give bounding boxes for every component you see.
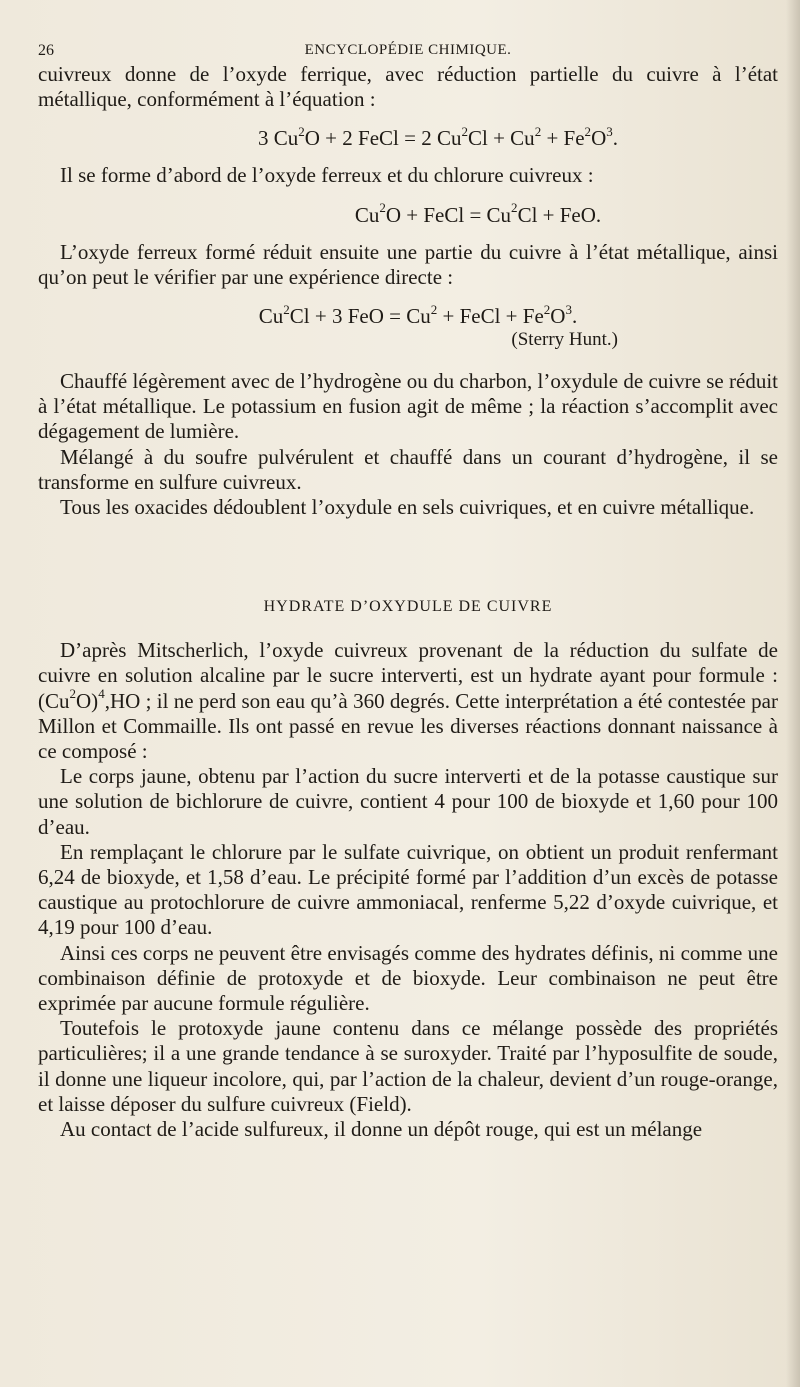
section-title: HYDRATE D’OXYDULE DE CUIVRE <box>263 598 553 616</box>
paragraph-mitscherlich: D’après Mitscherlich, l’oxyde cuivreux provenant de la réduction du sulfate de cuivre en solution alcaline par le sucre interverti, est un hydrate ayant pour formule : $(Cu^2O)^4,HO$ ; il ne perd son eau qu’à 360 degrés. Cette interprétation a été contestée par Millon et Commaille. Ils ont passé en revue les diverses réactions donnant naissance à ce composé : <box>38 638 778 764</box>
paragraph-conclusion: Ainsi ces corps ne peuvent être envisagés comme des hydrates définis, ni comme une combinaison définie de protoxyde et de bioxyde. Leur combinaison ne peut être exprimée par aucune formule régulière. <box>38 940 778 1016</box>
paragraph-heating: Chauffé légèrement avec de l’hydrogène ou du charbon, l’oxydule de cuivre se réduit à l’état métallique. Le potassium en fusion agit de même ; la réaction s’accomplit avec dégagement de lumière. <box>38 369 778 444</box>
paragraph-intro: cuivreux donne de l’oxyde ferrique, avec réduction partielle du cuivre à l’état métallique, conformément à l’équation : <box>38 62 778 112</box>
page-spine-shadow <box>786 0 800 1387</box>
page-number: 26 <box>38 42 54 59</box>
paragraph-sulfate: En remplaçant le chlorure par le sulfate cuivrique, on obtient un produit renfermant 6,24 de bioxyde, et 1,58 d’eau. Le précipité formé par l’addition d’un excès de potasse caustique au protochlorure de cuivre ammoniacal, renferme 5,22 d’oxyde cuivrique, et 4,19 pour 100 d’eau. <box>38 839 778 940</box>
paragraph-sulfur: Mélangé à du soufre pulvérulent et chauffé dans un courant d’hydrogène, il se transforme en sulfure cuivreux. <box>38 444 778 494</box>
equation-1: 3 $Cu^2O + 2$ FeCl = 2 $Cu^2Cl + Cu^2 + Fe^2O^3$. <box>257 124 618 151</box>
paragraph-sulfurous-acid: Au contact de l’acide sulfureux, il donne un dépôt rouge, qui est un mélange <box>60 1117 703 1142</box>
page-header <box>38 38 778 62</box>
paragraph-ferrous-oxide: Il se forme d’abord de l’oxyde ferreux et du chlorure cuivreux : <box>60 163 594 188</box>
running-head: ENCYCLOPÉDIE CHIMIQUE. <box>304 42 512 58</box>
equation-attribution: (Sterry Hunt.) <box>511 329 618 351</box>
paragraph-oxacids: Tous les oxacides dédoublent l’oxydule en sels cuivriques, et en cuivre métallique. <box>60 495 755 520</box>
equation-2: $Cu^2O$ + FeCl = $Cu^2Cl$ + FeO. <box>354 200 602 227</box>
paragraph-yellow-protoxide: Toutefois le protoxyde jaune contenu dans ce mélange possède des propriétés particulières; il a une grande tendance à se suroxyder. Traité par l’hyposulfite de soude, il donne une liqueur incolore, qui, par l’action de la chaleur, devient d’un rouge-orange, et laisse déposer du sulfure cuivreux (Field). <box>38 1016 778 1116</box>
paragraph-yellow-body: Le corps jaune, obtenu par l’action du sucre interverti et de la potasse caustique sur une solution de bichlorure de cuivre, contient 4 pour 100 de bioxyde et 1,60 pour 100 d’eau. <box>38 764 778 839</box>
paragraph-reduction: L’oxyde ferreux formé réduit ensuite une partie du cuivre à l’état métallique, ainsi qu’on peut le vérifier par une expérience directe : <box>38 239 778 289</box>
equation-3: $Cu^2Cl + 3$ FeO = $Cu^2$ + FeCl + $Fe^2O^3$. <box>258 301 578 329</box>
